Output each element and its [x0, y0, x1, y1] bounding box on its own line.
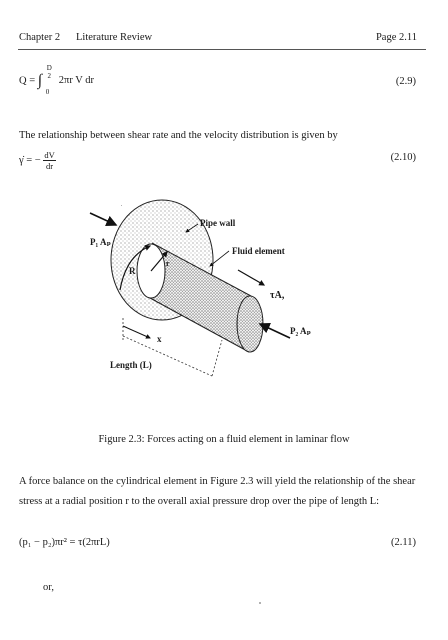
equation-number-2-9: (2.9)	[395, 76, 416, 87]
eq-2-10-lhs: γ̇ = −	[19, 154, 41, 166]
integral-upper-limit	[47, 64, 52, 80]
header-rule	[18, 49, 426, 50]
eq-2-9-integrand: 2πr V dr	[58, 75, 95, 87]
figure-caption: Figure 2.3: Forces acting on a fluid element in laminar flow	[98, 434, 350, 445]
header-page-number: Page 2.11	[375, 32, 417, 43]
equation-2-11: (p₁ − p₂)πr² = τ(2πrL)	[19, 537, 110, 548]
paragraph-force-balance: A force balance on the cylindrical element in Figure 2.3 will yield the relationship of the shear stress at a radial position r to the overall axial pressure drop over the pipe of length L:	[19, 476, 416, 507]
fraction-denominator: dr	[46, 161, 54, 171]
label-tau-a: τA,	[270, 290, 285, 301]
cylinder-far-face	[237, 296, 263, 352]
scan-speck	[259, 602, 261, 604]
axis-line	[123, 336, 212, 376]
figure-forces-diagram	[0, 190, 448, 405]
eq-2-10-fraction	[43, 150, 55, 171]
label-p1-ap: P₁ Aₚ	[90, 237, 111, 247]
paragraph-shear-rate: The relationship between shear rate and the velocity distribution is given by	[19, 130, 338, 141]
label-pipe-wall: Pipe wall	[200, 218, 236, 228]
scan-speck	[121, 205, 122, 206]
label-length: Length (L)	[110, 360, 152, 370]
label-R: R	[129, 266, 136, 276]
header-title: Literature Review	[76, 32, 153, 43]
upper-limit-den: 2	[47, 72, 52, 80]
equation-2-10	[19, 150, 56, 171]
equation-2-9	[19, 64, 95, 96]
fraction-numerator: dV	[44, 150, 55, 160]
equation-number-2-11: (2.11)	[391, 537, 416, 548]
eq-2-9-lhs: Q =	[19, 75, 36, 87]
p2-force-arrow	[260, 324, 290, 338]
x-axis-arrow	[123, 326, 150, 338]
equation-number-2-10: (2.10)	[390, 152, 416, 163]
upper-limit-num: D	[46, 64, 52, 72]
label-p2-ap: P₂ Aₚ	[290, 326, 311, 336]
length-tick-right	[212, 340, 222, 376]
label-r: r	[166, 259, 170, 268]
label-fluid-element: Fluid element	[232, 246, 285, 256]
p1-force-arrow	[90, 213, 116, 225]
integral-sign: ∫ D 2 0	[37, 64, 52, 96]
shear-force-arrow	[238, 270, 264, 285]
trailing-or: or,	[43, 582, 54, 593]
integral-lower-limit: 0	[45, 88, 50, 96]
label-x: x	[157, 334, 162, 344]
header-chapter: Chapter 2	[19, 32, 61, 43]
